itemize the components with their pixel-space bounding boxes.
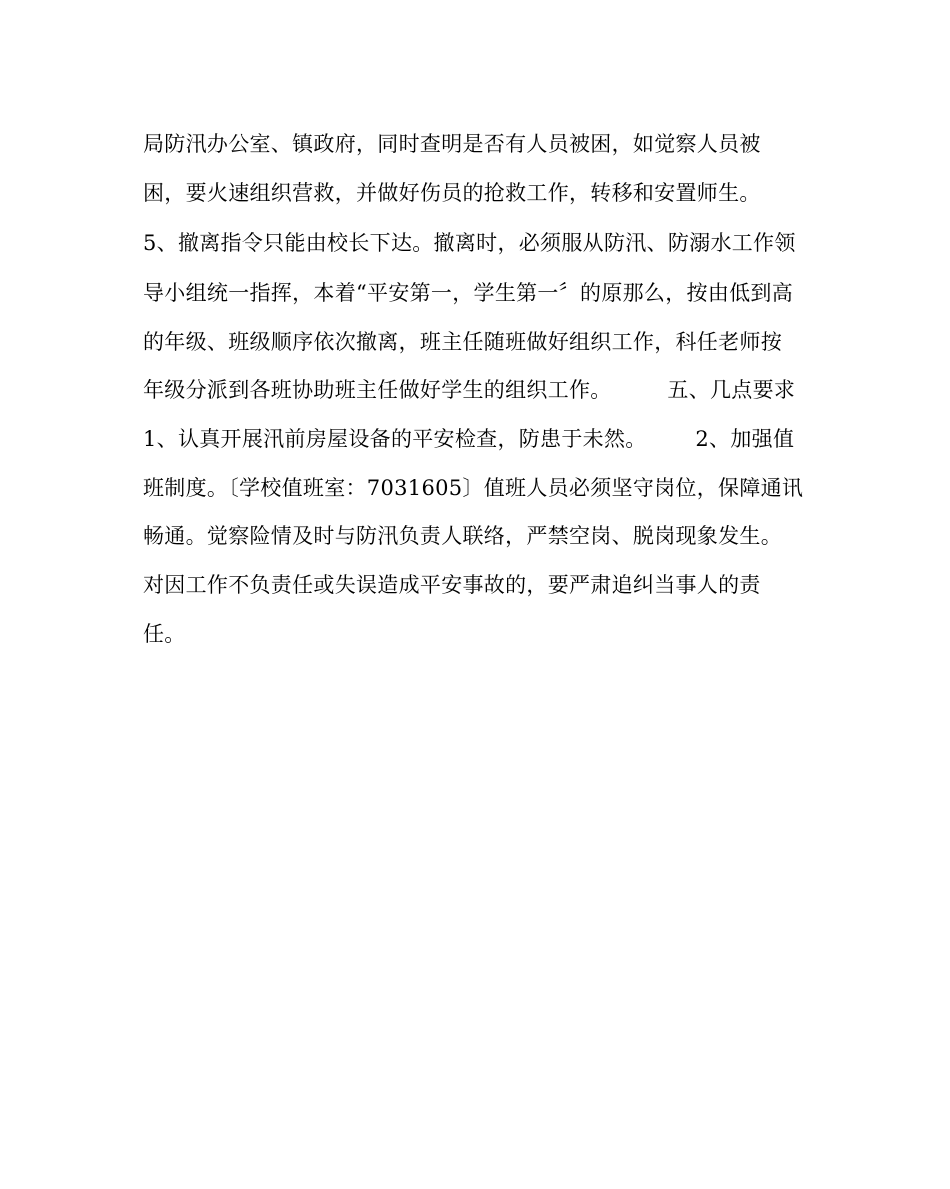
text-line: 局防汛办公室、镇政府，同时查明是否有人员被困，如觉察人员被 <box>143 132 761 156</box>
text-line: 5、撤离指令只能由校长下达。撤离时，必须服从防汛、防溺水工作领 <box>143 231 796 255</box>
text-line: 畅通。觉察险情及时与防汛负责人联络，严禁空岗、脱岗现象发生。 <box>143 524 782 548</box>
text-line: 的年级、班级顺序依次撤离，班主任随班做好组织工作，科任老师按 <box>143 330 782 354</box>
text-line: 年级分派到各班协助班主任做好学生的组织工作。 五、几点要求 <box>143 378 796 402</box>
text-line: 困，要火速组织营救，并做好伤员的抢救工作，转移和安置师生。 <box>143 181 761 205</box>
text-line: 1、认真开展汛前房屋设备的平安检查，防患于未然。 2、加强值 <box>143 427 795 451</box>
text-line: 任。 <box>143 622 186 646</box>
text-line: 班制度。〔学校值班室：7031605〕值班人员必须坚守岗位，保障通讯 <box>143 476 804 500</box>
text-line: 导小组统一指挥，本着“平安第一，学生第一〞的原那么，按由低到高 <box>143 281 794 305</box>
text-line: 对因工作不负责任或失误造成平安事故的，要严肃追纠当事人的责 <box>143 573 761 597</box>
